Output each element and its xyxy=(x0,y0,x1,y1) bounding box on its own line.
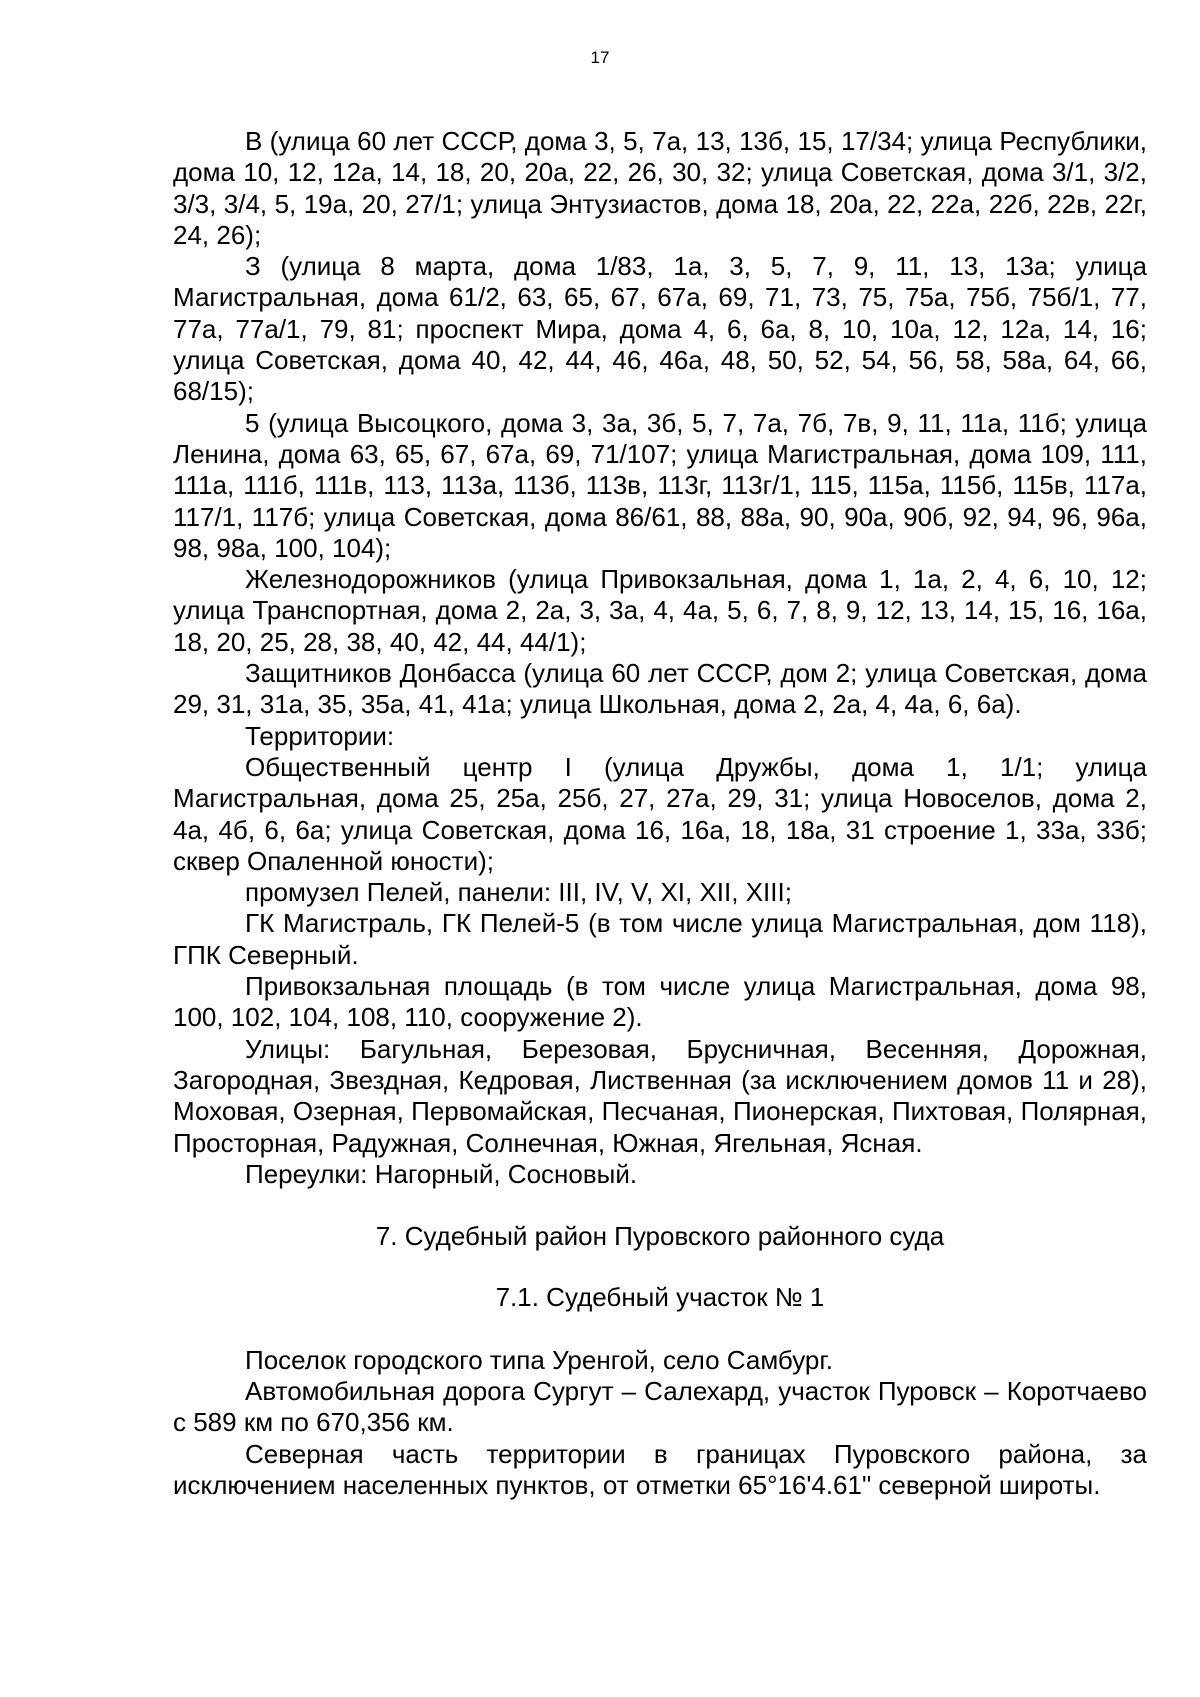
paragraph-garage-coops: ГК Магистраль, ГК Пелей-5 (в том числе улица Магистральная, дом 118), ГПК Северный. xyxy=(173,908,1147,970)
paragraph-district-3: З (улица 8 марта, дома 1/83, 1а, 3, 5, 7, 9, 11, 13, 13а; улица Магистральная, дома 61/2, 63, 65, 67, 67а, 69, 71, 73, 75, 75а, 75б, 75б/1, 77, 77а, 77а/1, 79, 81; проспект Мира, дома 4, 6, 6а, 8, 10, 10а, 12, 12а, 14, 16; улица Советская, дома 40, 42, 44, 46, 46а, 48, 50, 52, 54, 56, 58, 58а, 64, 66, 68/15); xyxy=(173,251,1147,407)
paragraph-zashchitnikov-donbassa: Защитников Донбасса (улица 60 лет СССР, дом 2; улица Советская, дома 29, 31, 31а, 35, 35а, 41, 41а; улица Школьная, дома 2, 2а, 4, 4а, 6, 6а). xyxy=(173,658,1147,720)
paragraph-urengoy-samburg: Поселок городского типа Уренгой, село Самбург. xyxy=(245,1344,833,1375)
paragraph-lanes: Переулки: Нагорный, Сосновый. xyxy=(245,1158,638,1189)
paragraph-territories-label: Территории: xyxy=(245,720,395,751)
paragraph-highway: Автомобильная дорога Сургут – Салехард, участок Пуровск – Коротчаево с 589 км по 670,356 км. xyxy=(173,1375,1147,1438)
paragraph-northern-territory: Северная часть территории в границах Пуровского района, за исключением населенных пунктов, от отметки 65°16'4.61" северной широты. xyxy=(173,1438,1147,1500)
document-body xyxy=(173,126,1147,1501)
paragraph-zheleznodorozhnikov: Железнодорожников (улица Привокзальная, дома 1, 1а, 2, 4, 6, 10, 12; улица Транспортная, дома 2, 2а, 3, 3а, 4, 4а, 5, 6, 7, 8, 9, 12, 13, 14, 15, 16, 16а, 18, 20, 25, 28, 38, 40, 42, 44, 44/1); xyxy=(173,564,1147,657)
section-heading: 7. Судебный район Пуровского районного суда xyxy=(375,1221,945,1252)
paragraph-public-center: Общественный центр I (улица Дружбы, дома 1, 1/1; улица Магистральная, дома 25, 25а, 25б, 27, 27а, 29, 31; улица Новоселов, дома 2, 4а, 4б, 6, 6а; улица Советская, дома 16, 16а, 18, 18а, 31 строение 1, 33а, 33б; сквер Опаленной юности); xyxy=(173,751,1147,876)
paragraph-district-5: 5 (улица Высоцкого, дома 3, 3а, 3б, 5, 7, 7а, 7б, 7в, 9, 11, 11а, 11б; улица Ленина, дома 63, 65, 67, 67а, 69, 71/107; улица Магистральная, дома 109, 111, 111а, 111б, 111в, 113, 113а, 113б, 113в, 113г, 113г/1, 115, 115а, 115б, 115в, 117а, 117/1, 117б; улица Советская, дома 86/61, 88, 88а, 90, 90а, 90б, 92, 94, 96, 96а, 98, 98а, 100, 104); xyxy=(173,407,1147,563)
paragraph-station-square: Привокзальная площадь (в том числе улица Магистральная, дома 98, 100, 102, 104, 108, 110, сооружение 2). xyxy=(173,971,1147,1033)
page-number: 17 xyxy=(590,48,610,67)
paragraph-streets: Улицы: Багульная, Березовая, Брусничная, Весенняя, Дорожная, Загородная, Звездная, Кедровая, Лиственная (за исключением домов 11 и 28), Моховая, Озерная, Первомайская, Песчаная, Пионерская, Пихтовая, Полярная, Просторная, Радужная, Солнечная, Южная, Ягельная, Ясная. xyxy=(173,1033,1147,1158)
subsection-heading: 7.1. Судебный участок № 1 xyxy=(495,1282,825,1313)
paragraph-promuzel: промузел Пелей, панели: III, IV, V, XI, XII, XIII; xyxy=(245,877,792,908)
paragraph-district-v: В (улица 60 лет СССР, дома 3, 5, 7а, 13, 13б, 15, 17/34; улица Республики, дома 10, 12, 12а, 14, 18, 20, 20а, 22, 26, 30, 32; улица Советская, дома 3/1, 3/2, 3/3, 3/4, 5, 19а, 20, 27/1; улица Энтузиастов, дома 18, 20а, 22, 22а, 22б, 22в, 22г, 24, 26); xyxy=(173,126,1147,250)
